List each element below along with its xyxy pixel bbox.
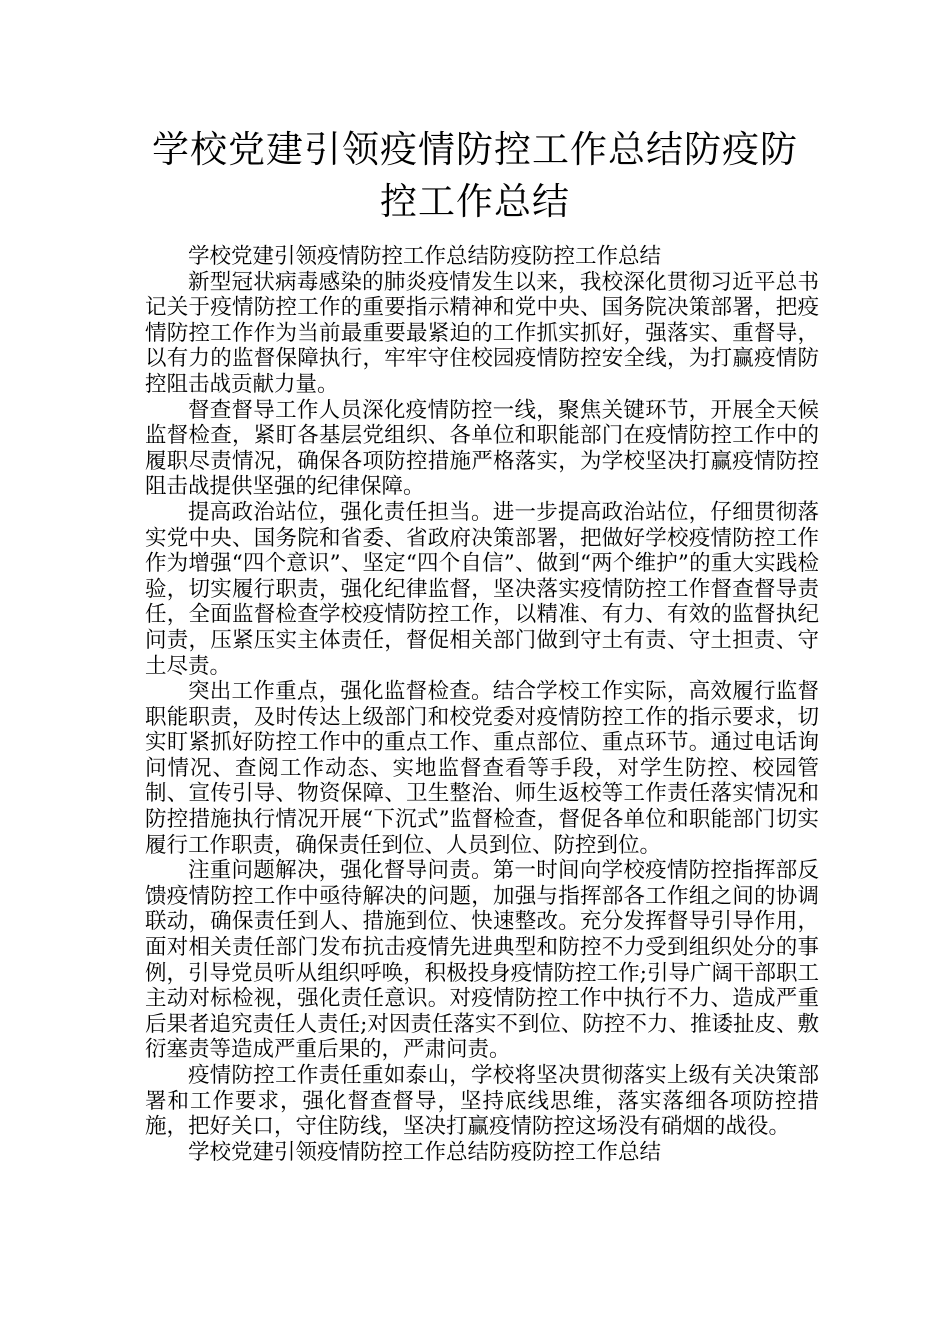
document-body [145, 244, 819, 1165]
paragraph-supervision: 督查督导工作人员深化疫情防控一线，聚焦关键环节，开展全天候监督检查，紧盯各基层党组织、各单位和职能部门在疫情防控工作中的履职尽责情况，确保各项防控措施严格落实，为学校坚决打赢疫情防控阻击战提供坚强的纪律保障。 [145, 397, 819, 500]
paragraph-intro: 新型冠状病毒感染的肺炎疫情发生以来，我校深化贯彻习近平总书记关于疫情防控工作的重要指示精神和党中央、国务院决策部署，把疫情防控工作作为当前最重要最紧迫的工作抓实抓好，强落实、重督导，以有力的监督保障执行，牢牢守住校园疫情防控安全线，为打赢疫情防控阻击战贡献力量。 [145, 269, 819, 397]
paragraph-political-stance: 提高政治站位，强化责任担当。进一步提高政治站位，仔细贯彻落实党中央、国务院和省委、省政府决策部署，把做好学校疫情防控工作作为增强“四个意识”、坚定“四个自信”、做到“两个维护”的重大实践检验，切实履行职责，强化纪律监督，坚决落实疫情防控工作督查督导责任，全面监督检查学校疫情防控工作，以精准、有力、有效的监督执纪问责，压紧压实主体责任，督促相关部门做到守土有责、守土担责、守土尽责。 [145, 499, 819, 679]
paragraph-key-work: 突出工作重点，强化监督检查。结合学校工作实际，高效履行监督职能职责，及时传达上级部门和校党委对疫情防控工作的指示要求，切实盯紧抓好防控工作中的重点工作、重点部位、重点环节。通过电话询问情况、查阅工作动态、实地监督查看等手段，对学生防控、校园管制、宣传引导、物资保障、卫生整治、师生返校等工作责任落实情况和防控措施执行情况开展“下沉式”监督检查，督促各单位和职能部门切实履行工作职责，确保责任到位、人员到位、防控到位。 [145, 679, 819, 858]
document-title: 学校党建引领疫情防控工作总结防疫防控工作总结 [152, 128, 798, 223]
paragraph-closing-title: 学校党建引领疫情防控工作总结防疫防控工作总结 [188, 1139, 662, 1165]
paragraph-problem-solving: 注重问题解决，强化督导问责。第一时间向学校疫情防控指挥部反馈疫情防控工作中亟待解决的问题，加强与指挥部各工作组之间的协调联动，确保责任到人、措施到位、快速整改。充分发挥督导引导作用，面对相关责任部门发布抗击疫情先进典型和防控不力受到组织处分的事例，引导党员听从组织呼唤，积极投身疫情防控工作;引导广阔干部职工主动对标检视，强化责任意识。对疫情防控工作中执行不力、造成严重后果者追究责任人责任;对因责任落实不到位、防控不力、推诿扯皮、敷衍塞责等造成严重后果的，严肃问责。 [145, 858, 819, 1063]
paragraph-subtitle: 学校党建引领疫情防控工作总结防疫防控工作总结 [188, 244, 662, 269]
paragraph-conclusion: 疫情防控工作责任重如泰山，学校将坚决贯彻落实上级有关决策部署和工作要求，强化督查督导，坚持底线思维，落实落细各项防控措施，把好关口，守住防线，坚决打赢疫情防控这场没有硝烟的战役。 [145, 1063, 819, 1140]
